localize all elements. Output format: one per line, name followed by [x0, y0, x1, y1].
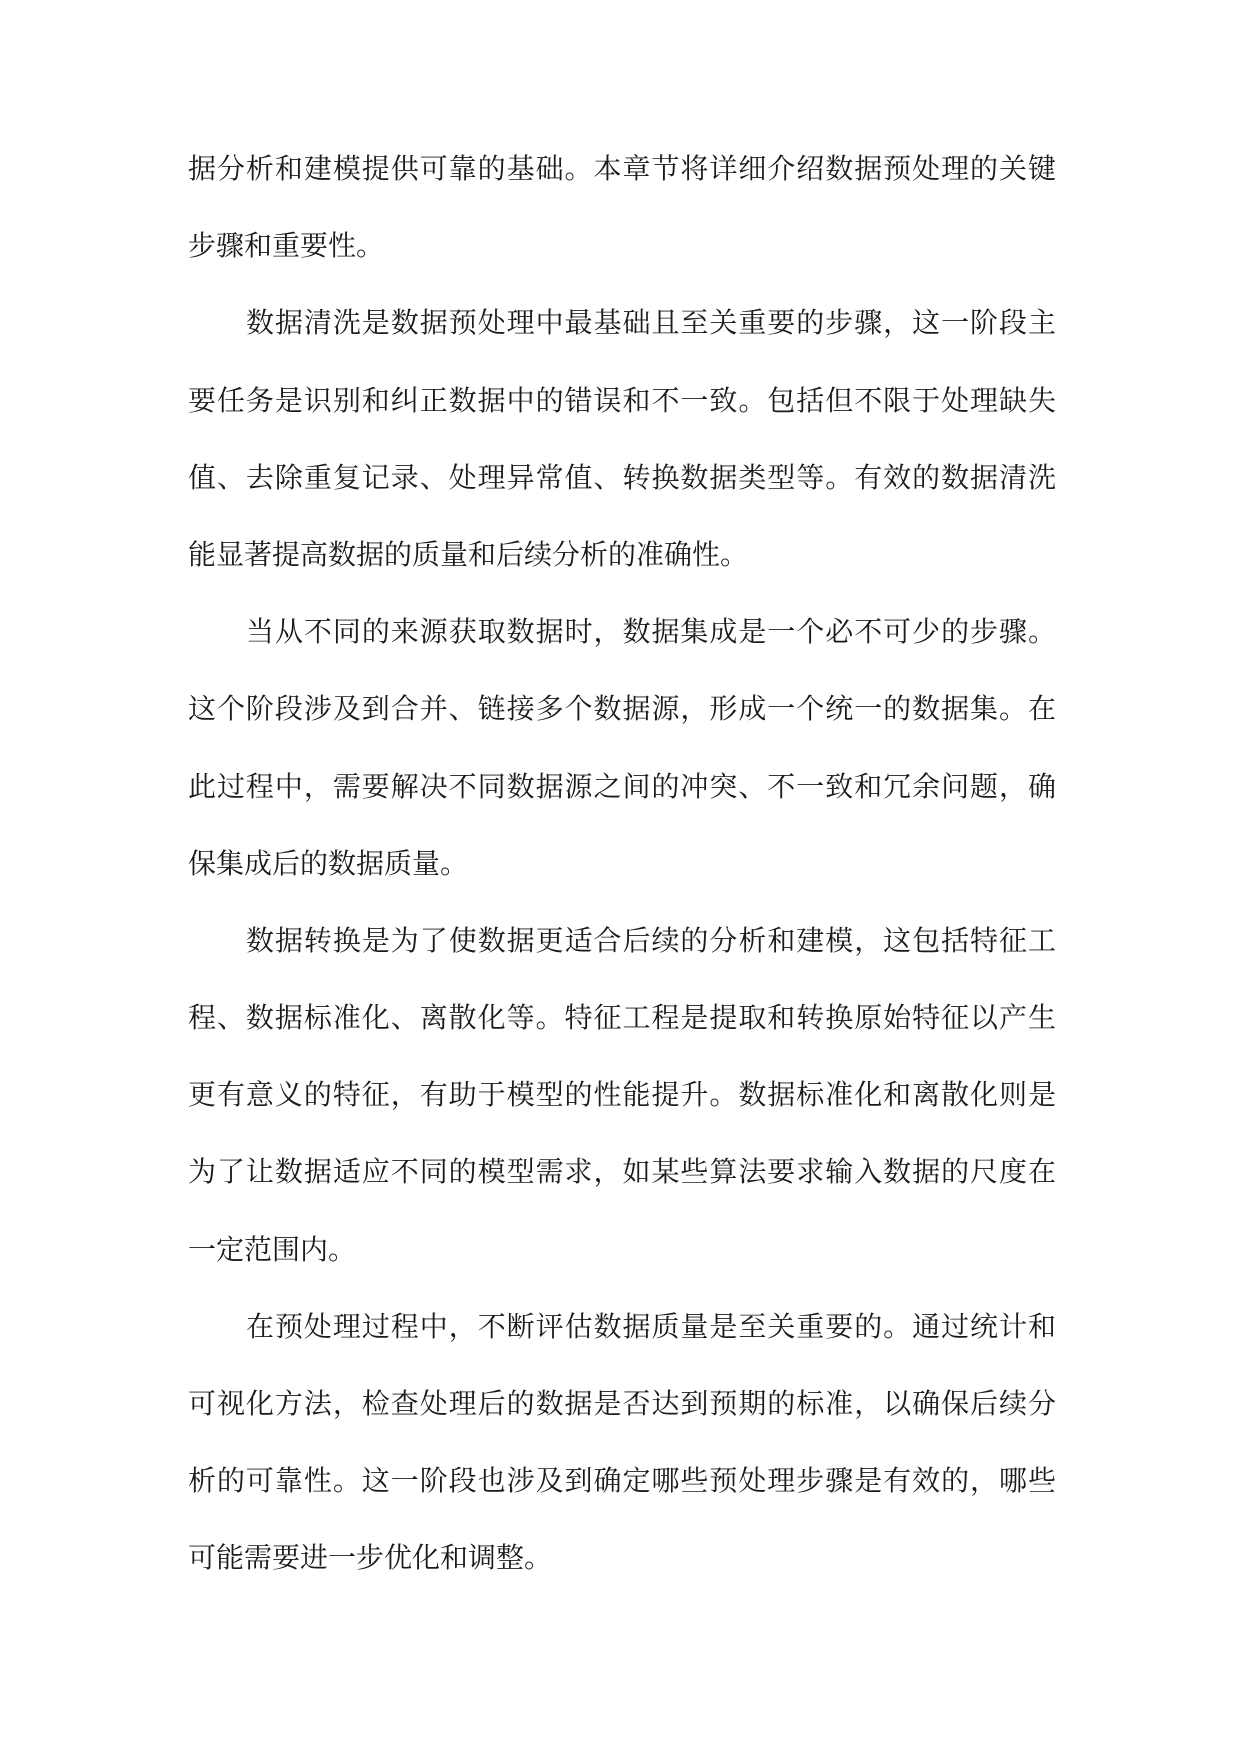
- text-line: 要任务是识别和纠正数据中的错误和不一致。包括但不限于处理缺失: [188, 383, 1056, 417]
- text-line: 值、去除重复记录、处理异常值、转换数据类型等。有效的数据清洗: [188, 460, 1056, 494]
- text-line: 可视化方法，检查处理后的数据是否达到预期的标准，以确保后续分: [188, 1387, 1056, 1420]
- text-line: 能显著提高数据的质量和后续分析的准确性。: [188, 537, 749, 571]
- text-line: 保集成后的数据质量。: [188, 846, 469, 880]
- paragraph-first-line: 数据转换是为了使数据更适合后续的分析和建模，这包括特征工: [246, 923, 1056, 957]
- text-line: 此过程中，需要解决不同数据源之间的冲突、不一致和冗余问题，确: [188, 769, 1056, 803]
- paragraph-first-line: 当从不同的来源获取数据时，数据集成是一个必不可少的步骤。: [246, 615, 1056, 649]
- text-line: 一定范围内。: [188, 1232, 357, 1266]
- text-line: 为了让数据适应不同的模型需求，如某些算法要求输入数据的尺度在: [188, 1155, 1056, 1189]
- paragraph-first-line: 在预处理过程中，不断评估数据质量是至关重要的。通过统计和: [246, 1309, 1056, 1343]
- text-line: 步骤和重要性。: [188, 229, 385, 263]
- text-line: 更有意义的特征，有助于模型的性能提升。数据标准化和离散化则是: [188, 1078, 1056, 1112]
- text-line: 这个阶段涉及到合并、链接多个数据源，形成一个统一的数据集。在: [188, 692, 1056, 726]
- text-line: 析的可靠性。这一阶段也涉及到确定哪些预处理步骤是有效的，哪些: [188, 1464, 1056, 1498]
- text-line: 可能需要进一步优化和调整。: [188, 1541, 553, 1575]
- text-line: 程、数据标准化、离散化等。特征工程是提取和转换原始特征以产生: [188, 1001, 1056, 1035]
- paragraph-first-line: 数据清洗是数据预处理中最基础且至关重要的步骤，这一阶段主: [246, 306, 1056, 340]
- text-line: 据分析和建模提供可靠的基础。本章节将详细介绍数据预处理的关键: [188, 152, 1056, 185]
- document-body: [188, 139, 1056, 1606]
